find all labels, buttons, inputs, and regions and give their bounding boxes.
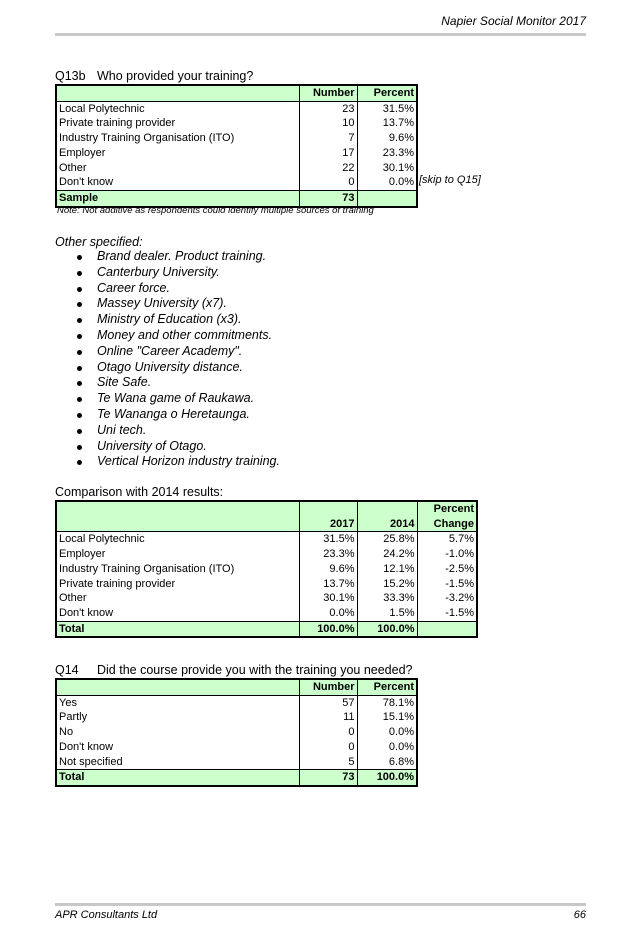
- table-row: [56, 577, 477, 592]
- row-number: 0: [299, 175, 357, 190]
- list-item-text: University of Otago.: [97, 438, 207, 453]
- q13b-total-number: 73: [299, 190, 357, 206]
- table-row: [56, 740, 417, 755]
- list-item: [73, 296, 280, 312]
- comparison-total-label: Total: [56, 621, 299, 637]
- row-number: 5: [299, 755, 357, 770]
- q13b-table: [55, 84, 418, 208]
- row-number: 0: [299, 725, 357, 740]
- row-percent: 0.0%: [357, 740, 417, 755]
- row-label: Employer: [56, 547, 299, 562]
- list-item: [73, 281, 280, 297]
- row-label: Industry Training Organisation (ITO): [56, 562, 299, 577]
- comparison-title: Comparison with 2014 results:: [55, 485, 224, 499]
- list-item: [73, 407, 280, 423]
- list-item-text: Massey University (x7).: [97, 296, 227, 311]
- q14-table: [55, 678, 418, 787]
- bullet-icon: [77, 271, 82, 276]
- bullet-icon: [77, 287, 82, 292]
- list-item-text: Otago University distance.: [97, 359, 243, 374]
- row-number: 22: [299, 161, 357, 176]
- q13b-header-percent: Percent: [357, 85, 417, 101]
- q14-total-number: 73: [299, 770, 357, 786]
- table-row: [56, 101, 417, 116]
- bullet-icon: [77, 381, 82, 386]
- table-row: [56, 695, 417, 710]
- page-number: 66: [573, 909, 586, 921]
- bullet-icon: [77, 429, 82, 434]
- list-item: [73, 249, 280, 265]
- list-item: [73, 328, 280, 344]
- q13b-header-blank: [56, 85, 299, 101]
- table-row: [56, 725, 417, 740]
- page-header: Napier Social Monitor 2017: [441, 14, 586, 28]
- row-2017: 13.7%: [299, 577, 357, 592]
- row-label: Local Polytechnic: [56, 101, 299, 116]
- list-item-text: Te Wana game of Raukawa.: [97, 391, 255, 406]
- list-item: [73, 312, 280, 328]
- comparison-total-2017: 100.0%: [299, 621, 357, 637]
- row-2014: 1.5%: [357, 606, 417, 621]
- q13b-title: [55, 69, 253, 83]
- table-row: [56, 547, 477, 562]
- list-item: [73, 391, 280, 407]
- comparison-header-change-2: Change: [417, 517, 477, 532]
- row-label: Local Polytechnic: [56, 532, 299, 547]
- row-change: -1.0%: [417, 547, 477, 562]
- bullet-icon: [77, 255, 82, 260]
- row-label: Partly: [56, 710, 299, 725]
- bullet-icon: [77, 366, 82, 371]
- row-label: Private training provider: [56, 577, 299, 592]
- row-number: 11: [299, 710, 357, 725]
- table-row: [56, 755, 417, 770]
- row-2017: 23.3%: [299, 547, 357, 562]
- q13b-number: Q13b: [55, 69, 86, 83]
- table-row: [56, 532, 477, 547]
- list-item-text: Site Safe.: [97, 375, 152, 390]
- row-2017: 30.1%: [299, 591, 357, 606]
- row-percent: 23.3%: [357, 146, 417, 161]
- table-row: [56, 606, 477, 621]
- list-item: [73, 439, 280, 455]
- list-item-text: Money and other commitments.: [97, 327, 273, 342]
- list-item-text: Uni tech.: [97, 422, 147, 437]
- bullet-icon: [77, 302, 82, 307]
- q14-question: Did the course provide you with the training you needed?: [97, 663, 413, 677]
- q14-number: Q14: [55, 663, 79, 677]
- row-2017: 9.6%: [299, 562, 357, 577]
- list-item: [73, 375, 280, 391]
- bullet-icon: [77, 334, 82, 339]
- bullet-icon: [77, 460, 82, 465]
- row-label: Employer: [56, 146, 299, 161]
- other-specified-title: Other specified:: [55, 235, 143, 249]
- comparison-header-2014: 2014: [357, 517, 417, 532]
- table-row: [56, 710, 417, 725]
- table-row: [56, 146, 417, 161]
- q13b-skip-note: [skip to Q15]: [419, 174, 481, 186]
- comparison-table: [55, 500, 478, 638]
- list-item: [73, 360, 280, 376]
- row-percent: 0.0%: [357, 175, 417, 190]
- row-number: 10: [299, 116, 357, 131]
- list-item-text: Te Wananga o Heretaunga.: [97, 406, 250, 421]
- bullet-icon: [77, 318, 82, 323]
- bullet-icon: [77, 445, 82, 450]
- row-number: 23: [299, 101, 357, 116]
- row-label: Industry Training Organisation (ITO): [56, 131, 299, 146]
- row-percent: 30.1%: [357, 161, 417, 176]
- row-2014: 33.3%: [357, 591, 417, 606]
- list-item-text: Vertical Horizon industry training.: [97, 454, 280, 469]
- comparison-header-blank-2014: [357, 501, 417, 517]
- comparison-total-2014: 100.0%: [357, 621, 417, 637]
- header-rule: [55, 33, 586, 36]
- row-label: Don't know: [56, 175, 299, 190]
- row-label: Not specified: [56, 755, 299, 770]
- comparison-header-blank: [56, 501, 299, 517]
- bullet-icon: [77, 397, 82, 402]
- row-number: 17: [299, 146, 357, 161]
- table-row: [56, 131, 417, 146]
- list-item-text: Ministry of Education (x3).: [97, 312, 242, 327]
- list-item-text: Career force.: [97, 280, 170, 295]
- q14-header-blank: [56, 679, 299, 695]
- row-2014: 25.8%: [357, 532, 417, 547]
- q13b-note: Note: Not additive as respondents could identify multiple sources of training: [57, 205, 374, 216]
- row-change: -2.5%: [417, 562, 477, 577]
- row-change: -3.2%: [417, 591, 477, 606]
- q13b-question: Who provided your training?: [97, 69, 254, 83]
- row-label: Don't know: [56, 740, 299, 755]
- row-percent: 31.5%: [357, 101, 417, 116]
- row-label: Private training provider: [56, 116, 299, 131]
- row-number: 0: [299, 740, 357, 755]
- q14-total-percent: 100.0%: [357, 770, 417, 786]
- row-label: Yes: [56, 695, 299, 710]
- row-label: Don't know: [56, 606, 299, 621]
- comparison-header-change-1: Percent: [417, 501, 477, 517]
- comparison-header-blank-2: [56, 517, 299, 532]
- row-label: No: [56, 725, 299, 740]
- q14-header-number: Number: [299, 679, 357, 695]
- table-row: [56, 161, 417, 176]
- row-label: Other: [56, 161, 299, 176]
- row-percent: 78.1%: [357, 695, 417, 710]
- list-item: [73, 265, 280, 281]
- row-number: 57: [299, 695, 357, 710]
- comparison-total-change: [417, 621, 477, 637]
- table-row: [56, 562, 477, 577]
- list-item-text: Online "Career Academy".: [97, 343, 243, 358]
- q14-header-percent: Percent: [357, 679, 417, 695]
- row-2014: 24.2%: [357, 547, 417, 562]
- row-percent: 9.6%: [357, 131, 417, 146]
- footer-company: APR Consultants Ltd: [55, 909, 158, 921]
- footer-rule: [55, 903, 586, 906]
- table-row: [56, 591, 477, 606]
- other-specified-list: [73, 249, 280, 470]
- q14-total-label: Total: [56, 770, 299, 786]
- row-2014: 12.1%: [357, 562, 417, 577]
- list-item: [73, 344, 280, 360]
- table-row: [56, 175, 417, 190]
- row-change: -1.5%: [417, 606, 477, 621]
- list-item: [73, 423, 280, 439]
- list-item-text: Canterbury University.: [97, 264, 220, 279]
- bullet-icon: [77, 413, 82, 418]
- row-change: 5.7%: [417, 532, 477, 547]
- row-2017: 0.0%: [299, 606, 357, 621]
- bullet-icon: [77, 350, 82, 355]
- table-row: [56, 116, 417, 131]
- row-label: Other: [56, 591, 299, 606]
- row-number: 7: [299, 131, 357, 146]
- row-percent: 6.8%: [357, 755, 417, 770]
- row-percent: 0.0%: [357, 725, 417, 740]
- list-item-text: Brand dealer. Product training.: [97, 249, 267, 263]
- row-change: -1.5%: [417, 577, 477, 592]
- comparison-header-blank-2017: [299, 501, 357, 517]
- row-2017: 31.5%: [299, 532, 357, 547]
- q13b-total-label: Sample: [56, 190, 299, 206]
- row-percent: 15.1%: [357, 710, 417, 725]
- comparison-header-2017: 2017: [299, 517, 357, 532]
- row-percent: 13.7%: [357, 116, 417, 131]
- q14-title: [55, 663, 412, 677]
- q13b-header-number: Number: [299, 85, 357, 101]
- row-2014: 15.2%: [357, 577, 417, 592]
- list-item: [73, 454, 280, 470]
